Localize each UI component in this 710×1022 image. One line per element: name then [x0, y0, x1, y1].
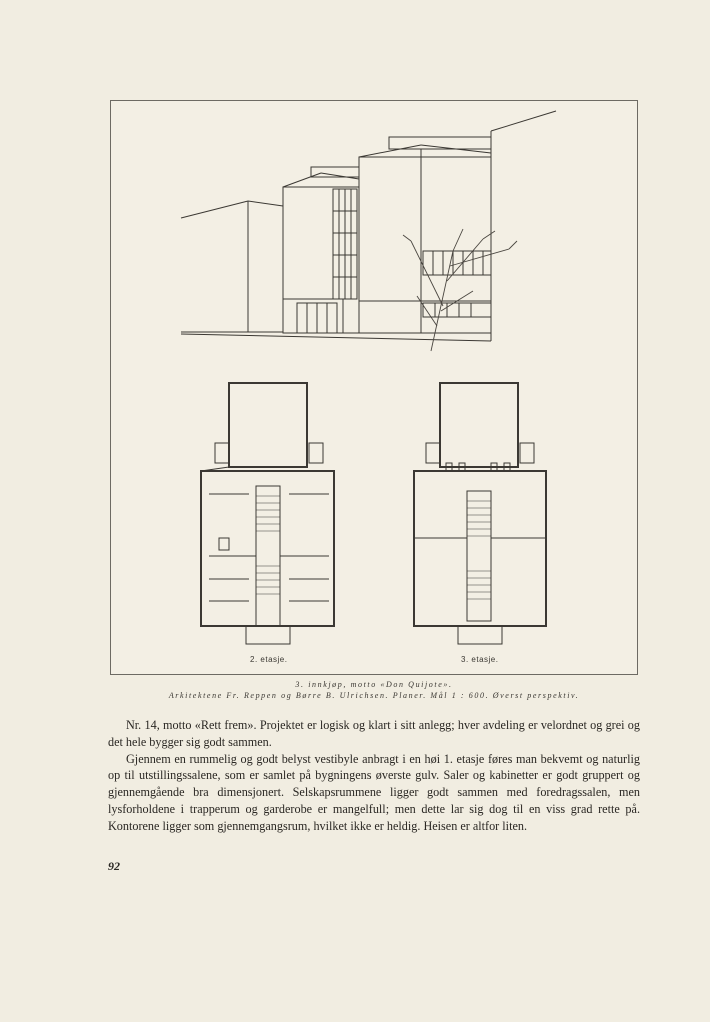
page-number: 92: [108, 859, 120, 873]
plan-2-etasje: [201, 383, 334, 644]
figure-plate: [110, 100, 638, 675]
plan-label-3-etasje: 3. etasje.: [461, 655, 499, 664]
perspective-view: [181, 111, 556, 351]
body-text: [108, 717, 640, 835]
plan-3-etasje: [414, 383, 546, 644]
paragraph: Gjennem en rummelig og godt belyst vestibyle anbragt i en høi 1. etasje føres man bekvemt og naturlig op til utstillingssalene, som er samlet på bygningens øverste gulv. Saler og kabinetter er godt gruppert og gjennemgående bra dimensjonert. Selskapsrummene ligger godt sammen med foredragssalen, men lysforholdene i trapperum og garderobe er mangelfull; men dette lar sig dog til en viss grad rette på. Kontorene ligger som gjennemgangsrum, hvilket ikke er heldig. Heisen er altfor liten.: [108, 751, 640, 833]
figure-caption-credits: Arkitektene Fr. Reppen og Børre B. Ulrichsen. Planer. Mål 1 : 600. Øverst perspektiv.: [168, 691, 580, 700]
plan-label-2-etasje: 2. etasje.: [250, 655, 288, 664]
figure-caption-title: 3. innkjøp, motto «Don Quijote».: [295, 680, 453, 689]
paragraph: Nr. 14, motto «Rett frem». Projektet er logisk og klart i sitt anlegg; hver avdeling er velordnet og grei og det hele bygger sig godt sammen.: [108, 718, 640, 749]
architectural-drawing: [111, 101, 637, 674]
